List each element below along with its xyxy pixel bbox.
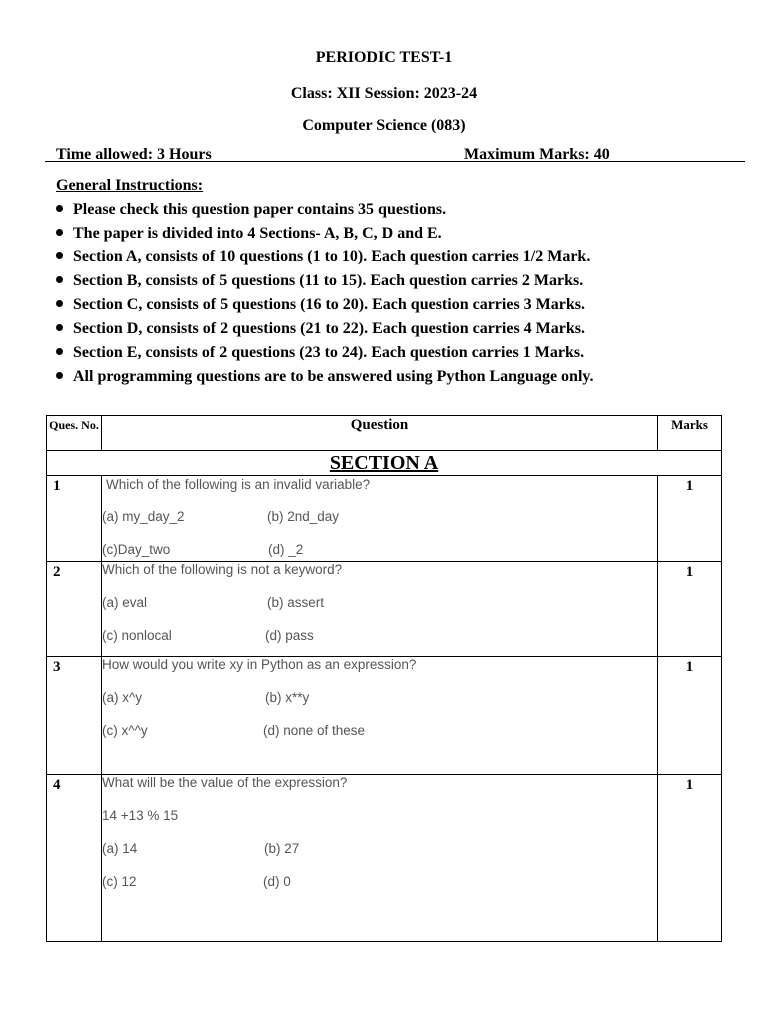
table-row	[47, 775, 722, 942]
instruction-item: All programming questions are to be answered using Python Language only.	[56, 368, 594, 386]
table-row	[47, 476, 722, 562]
instruction-item: Section C, consists of 5 questions (16 to 20). Each question carries 3 Marks.	[56, 296, 585, 314]
instruction-item: Section E, consists of 2 questions (23 to 24). Each question carries 1 Marks.	[56, 344, 584, 362]
maximum-marks: Maximum Marks: 40	[464, 146, 610, 163]
option-d: (d) pass	[265, 628, 314, 643]
section-row	[47, 451, 722, 476]
subject-title: Computer Science (083)	[302, 117, 466, 134]
option-b: (b) 27	[264, 841, 300, 856]
question-marks: 1	[658, 476, 722, 562]
instruction-item: Section B, consists of 5 questions (11 to 15). Each question carries 2 Marks.	[56, 272, 583, 290]
bullet-icon	[56, 276, 63, 283]
header-marks: Marks	[658, 416, 722, 451]
option-a: (a) x^y	[102, 690, 143, 705]
question-text: What will be the value of the expression?	[102, 775, 348, 790]
question-text: Which of the following is an invalid variable?	[106, 477, 371, 492]
bullet-icon	[56, 348, 63, 355]
option-a: (a) eval	[102, 595, 148, 610]
option-c: (c) 12	[102, 874, 137, 889]
question-cell	[102, 775, 658, 942]
question-text: Which of the following is not a keyword?	[102, 562, 343, 577]
bullet-icon	[56, 205, 63, 212]
option-b: (b) assert	[267, 595, 325, 610]
question-text: How would you write xy in Python as an expression?	[102, 657, 417, 672]
option-d: (d) 0	[263, 874, 291, 889]
question-cell	[102, 562, 658, 657]
header-divider	[45, 161, 745, 162]
question-number: 1	[47, 476, 102, 562]
option-a: (a) my_day_2	[102, 509, 185, 524]
instruction-item: Section D, consists of 2 questions (21 to 22). Each question carries 4 Marks.	[56, 320, 585, 338]
question-cell	[102, 657, 658, 775]
table-header-row	[47, 416, 722, 451]
bullet-icon	[56, 229, 63, 236]
question-table	[46, 415, 722, 942]
option-d: (d) none of these	[263, 723, 366, 738]
table-row	[47, 657, 722, 775]
question-expression: 14 +13 % 15	[102, 808, 179, 823]
header-ques-no: Ques. No.	[47, 416, 102, 451]
question-number: 3	[47, 657, 102, 775]
class-session: Class: XII Session: 2023-24	[290, 85, 478, 102]
header-question: Question	[102, 416, 658, 451]
question-marks: 1	[658, 657, 722, 775]
option-a: (a) 14	[102, 841, 138, 856]
time-allowed: Time allowed: 3 Hours	[56, 146, 212, 163]
table-row	[47, 562, 722, 657]
bullet-icon	[56, 300, 63, 307]
option-c: (c) nonlocal	[102, 628, 172, 643]
option-d: (d) _2	[268, 542, 304, 557]
instruction-item: Please check this question paper contains 35 questions.	[56, 201, 446, 219]
section-title: SECTION A	[47, 451, 722, 476]
instruction-item: Section A, consists of 10 questions (1 to 10). Each question carries 1/2 Mark.	[56, 248, 590, 266]
bullet-icon	[56, 372, 63, 379]
paper-title: PERIODIC TEST-1	[315, 49, 453, 66]
option-c: (c) x^^y	[102, 723, 148, 738]
instruction-item: The paper is divided into 4 Sections- A, B, C, D and E.	[56, 225, 442, 243]
option-c: (c)Day_two	[102, 542, 171, 557]
question-number: 4	[47, 775, 102, 942]
bullet-icon	[56, 252, 63, 259]
question-cell	[102, 476, 658, 562]
question-number: 2	[47, 562, 102, 657]
question-marks: 1	[658, 562, 722, 657]
option-b: (b) x**y	[265, 690, 310, 705]
instructions-title: General Instructions:	[56, 177, 204, 194]
bullet-icon	[56, 324, 63, 331]
option-b: (b) 2nd_day	[267, 509, 340, 524]
question-marks: 1	[658, 775, 722, 942]
